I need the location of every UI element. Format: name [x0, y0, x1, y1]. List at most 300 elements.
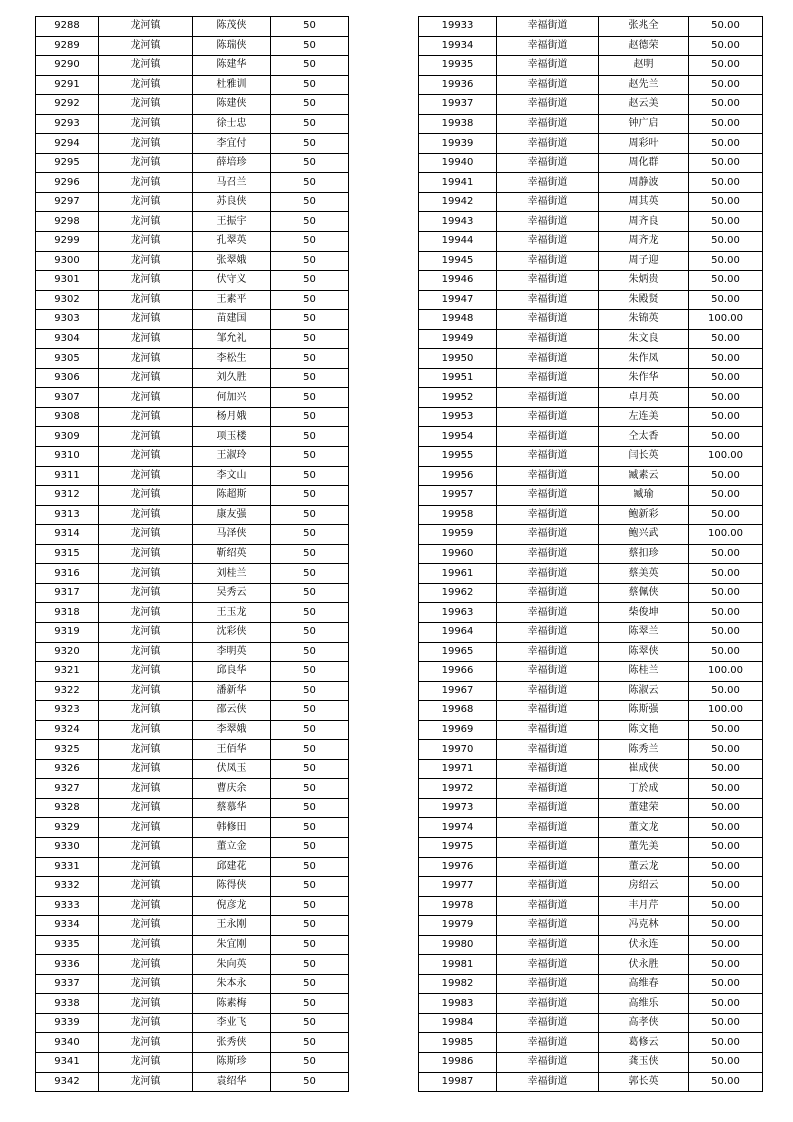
name-cell: 朱作凤 — [599, 349, 689, 369]
table-row — [36, 916, 349, 936]
name-cell: 王玉龙 — [193, 603, 271, 623]
name-cell: 杨月娥 — [193, 407, 271, 427]
amount-cell: 50.00 — [689, 388, 763, 408]
amount-cell: 50.00 — [689, 837, 763, 857]
township-cell: 幸福街道 — [497, 994, 599, 1014]
table-row — [419, 955, 763, 975]
name-cell: 陈翠兰 — [599, 622, 689, 642]
amount-cell: 50 — [271, 329, 349, 349]
name-cell: 房绍云 — [599, 877, 689, 897]
amount-cell: 50 — [271, 75, 349, 95]
amount-cell: 50 — [271, 1013, 349, 1033]
amount-cell: 50 — [271, 212, 349, 232]
township-cell: 幸福街道 — [497, 955, 599, 975]
township-cell: 龙河镇 — [99, 114, 193, 134]
serial-cell: 19938 — [419, 114, 497, 134]
amount-cell: 50 — [271, 935, 349, 955]
amount-cell: 50.00 — [689, 505, 763, 525]
amount-cell: 50 — [271, 114, 349, 134]
table-row — [36, 114, 349, 134]
name-cell: 靳绍英 — [193, 544, 271, 564]
table-row — [36, 701, 349, 721]
amount-cell: 50 — [271, 779, 349, 799]
amount-cell: 50 — [271, 251, 349, 271]
serial-cell: 19975 — [419, 837, 497, 857]
township-cell: 幸福街道 — [497, 192, 599, 212]
serial-cell: 19983 — [419, 994, 497, 1014]
table-row — [419, 349, 763, 369]
amount-cell: 50.00 — [689, 290, 763, 310]
township-cell: 幸福街道 — [497, 388, 599, 408]
serial-cell: 9315 — [36, 544, 99, 564]
township-cell: 龙河镇 — [99, 837, 193, 857]
name-cell: 蔡佩侠 — [599, 583, 689, 603]
table-row — [36, 837, 349, 857]
amount-cell: 100.00 — [689, 701, 763, 721]
name-cell: 薛培珍 — [193, 153, 271, 173]
name-cell: 陈瑞侠 — [193, 36, 271, 56]
township-cell: 龙河镇 — [99, 720, 193, 740]
serial-cell: 19969 — [419, 720, 497, 740]
township-cell: 龙河镇 — [99, 36, 193, 56]
township-cell: 龙河镇 — [99, 642, 193, 662]
name-cell: 卓月英 — [599, 388, 689, 408]
amount-cell: 50.00 — [689, 857, 763, 877]
amount-cell: 50 — [271, 759, 349, 779]
name-cell: 董云龙 — [599, 857, 689, 877]
township-cell: 龙河镇 — [99, 740, 193, 760]
serial-cell: 19971 — [419, 759, 497, 779]
table-row — [419, 525, 763, 545]
serial-cell: 9288 — [36, 17, 99, 37]
amount-cell: 50 — [271, 427, 349, 447]
name-cell: 冯克林 — [599, 916, 689, 936]
amount-cell: 50 — [271, 505, 349, 525]
name-cell: 臧素云 — [599, 466, 689, 486]
township-cell: 龙河镇 — [99, 329, 193, 349]
name-cell: 周子迎 — [599, 251, 689, 271]
name-cell: 张秀侠 — [193, 1033, 271, 1053]
name-cell: 王振宇 — [193, 212, 271, 232]
table-row — [419, 877, 763, 897]
name-cell: 朱向英 — [193, 955, 271, 975]
name-cell: 周化群 — [599, 153, 689, 173]
name-cell: 钟广启 — [599, 114, 689, 134]
table-row — [419, 701, 763, 721]
serial-cell: 19974 — [419, 818, 497, 838]
township-cell: 龙河镇 — [99, 75, 193, 95]
amount-cell: 50.00 — [689, 36, 763, 56]
serial-cell: 9331 — [36, 857, 99, 877]
serial-cell: 19982 — [419, 974, 497, 994]
serial-cell: 9313 — [36, 505, 99, 525]
amount-cell: 50 — [271, 564, 349, 584]
amount-cell: 100.00 — [689, 447, 763, 467]
name-cell: 陈斯强 — [599, 701, 689, 721]
serial-cell: 19980 — [419, 935, 497, 955]
serial-cell: 19962 — [419, 583, 497, 603]
township-cell: 幸福街道 — [497, 1013, 599, 1033]
table-row — [419, 642, 763, 662]
township-cell: 龙河镇 — [99, 232, 193, 252]
township-cell: 龙河镇 — [99, 877, 193, 897]
table-row — [419, 916, 763, 936]
township-cell: 龙河镇 — [99, 17, 193, 37]
table-row — [36, 271, 349, 291]
serial-cell: 19978 — [419, 896, 497, 916]
amount-cell: 50 — [271, 662, 349, 682]
name-cell: 董先美 — [599, 837, 689, 857]
amount-cell: 50.00 — [689, 564, 763, 584]
township-cell: 龙河镇 — [99, 798, 193, 818]
left-table — [35, 16, 349, 1092]
township-cell: 龙河镇 — [99, 1013, 193, 1033]
name-cell: 朱文良 — [599, 329, 689, 349]
township-cell: 龙河镇 — [99, 603, 193, 623]
name-cell: 郭长英 — [599, 1072, 689, 1092]
township-cell: 幸福街道 — [497, 56, 599, 76]
township-cell: 幸福街道 — [497, 603, 599, 623]
amount-cell: 50 — [271, 192, 349, 212]
name-cell: 周静波 — [599, 173, 689, 193]
table-row — [36, 466, 349, 486]
township-cell: 龙河镇 — [99, 56, 193, 76]
township-cell: 龙河镇 — [99, 271, 193, 291]
amount-cell: 50.00 — [689, 642, 763, 662]
serial-cell: 9291 — [36, 75, 99, 95]
table-row — [419, 837, 763, 857]
table-row — [36, 798, 349, 818]
table-row — [419, 818, 763, 838]
township-cell: 幸福街道 — [497, 935, 599, 955]
table-row — [419, 447, 763, 467]
serial-cell: 9312 — [36, 486, 99, 506]
township-cell: 幸福街道 — [497, 642, 599, 662]
township-cell: 龙河镇 — [99, 466, 193, 486]
serial-cell: 9301 — [36, 271, 99, 291]
table-row — [419, 974, 763, 994]
table-row — [36, 779, 349, 799]
name-cell: 周齐良 — [599, 212, 689, 232]
name-cell: 邹允礼 — [193, 329, 271, 349]
serial-cell: 19977 — [419, 877, 497, 897]
amount-cell: 50.00 — [689, 603, 763, 623]
name-cell: 徐士忠 — [193, 114, 271, 134]
name-cell: 苏良侠 — [193, 192, 271, 212]
serial-cell: 19942 — [419, 192, 497, 212]
serial-cell: 19973 — [419, 798, 497, 818]
amount-cell: 50.00 — [689, 114, 763, 134]
table-row — [36, 720, 349, 740]
township-cell: 龙河镇 — [99, 662, 193, 682]
township-cell: 龙河镇 — [99, 427, 193, 447]
serial-cell: 19976 — [419, 857, 497, 877]
serial-cell: 9310 — [36, 447, 99, 467]
township-cell: 龙河镇 — [99, 583, 193, 603]
name-cell: 董立金 — [193, 837, 271, 857]
serial-cell: 19959 — [419, 525, 497, 545]
serial-cell: 9341 — [36, 1052, 99, 1072]
township-cell: 幸福街道 — [497, 251, 599, 271]
township-cell: 龙河镇 — [99, 779, 193, 799]
table-row — [419, 251, 763, 271]
amount-cell: 50 — [271, 134, 349, 154]
township-cell: 幸福街道 — [497, 544, 599, 564]
serial-cell: 9295 — [36, 153, 99, 173]
amount-cell: 50 — [271, 36, 349, 56]
serial-cell: 9300 — [36, 251, 99, 271]
township-cell: 龙河镇 — [99, 251, 193, 271]
township-cell: 幸福街道 — [497, 1033, 599, 1053]
table-row — [419, 427, 763, 447]
township-cell: 龙河镇 — [99, 192, 193, 212]
township-cell: 幸福街道 — [497, 486, 599, 506]
amount-cell: 50 — [271, 173, 349, 193]
name-cell: 陈建侠 — [193, 95, 271, 115]
name-cell: 陈桂兰 — [599, 662, 689, 682]
township-cell: 龙河镇 — [99, 564, 193, 584]
serial-cell: 9307 — [36, 388, 99, 408]
table-row — [36, 486, 349, 506]
amount-cell: 50 — [271, 447, 349, 467]
table-row — [419, 368, 763, 388]
serial-cell: 9323 — [36, 701, 99, 721]
name-cell: 邱建花 — [193, 857, 271, 877]
township-cell: 龙河镇 — [99, 173, 193, 193]
table-row — [36, 955, 349, 975]
table-row — [419, 1033, 763, 1053]
amount-cell: 50.00 — [689, 896, 763, 916]
name-cell: 朱作华 — [599, 368, 689, 388]
amount-cell: 50.00 — [689, 1013, 763, 1033]
township-cell: 龙河镇 — [99, 310, 193, 330]
serial-cell: 19968 — [419, 701, 497, 721]
amount-cell: 50.00 — [689, 486, 763, 506]
amount-cell: 50 — [271, 388, 349, 408]
amount-cell: 50.00 — [689, 56, 763, 76]
table-row — [419, 798, 763, 818]
amount-cell: 50.00 — [689, 232, 763, 252]
table-row — [36, 349, 349, 369]
name-cell: 邵云侠 — [193, 701, 271, 721]
table-row — [419, 857, 763, 877]
table-row — [36, 329, 349, 349]
serial-cell: 19933 — [419, 17, 497, 37]
amount-cell: 50.00 — [689, 407, 763, 427]
table-row — [419, 271, 763, 291]
township-cell: 龙河镇 — [99, 290, 193, 310]
amount-cell: 50.00 — [689, 368, 763, 388]
township-cell: 幸福街道 — [497, 681, 599, 701]
table-row — [419, 622, 763, 642]
amount-cell: 50.00 — [689, 877, 763, 897]
table-row — [419, 192, 763, 212]
serial-cell: 9292 — [36, 95, 99, 115]
table-row — [419, 486, 763, 506]
serial-cell: 19947 — [419, 290, 497, 310]
table-row — [36, 251, 349, 271]
amount-cell: 50.00 — [689, 192, 763, 212]
serial-cell: 9305 — [36, 349, 99, 369]
name-cell: 左连美 — [599, 407, 689, 427]
table-row — [36, 17, 349, 37]
township-cell: 龙河镇 — [99, 1072, 193, 1092]
serial-cell: 19948 — [419, 310, 497, 330]
table-row — [419, 583, 763, 603]
serial-cell: 19965 — [419, 642, 497, 662]
name-cell: 丰月芹 — [599, 896, 689, 916]
amount-cell: 50 — [271, 310, 349, 330]
township-cell: 幸福街道 — [497, 134, 599, 154]
table-row — [36, 564, 349, 584]
township-cell: 幸福街道 — [497, 720, 599, 740]
amount-cell: 50.00 — [689, 974, 763, 994]
name-cell: 李翠娥 — [193, 720, 271, 740]
name-cell: 杜雅训 — [193, 75, 271, 95]
serial-cell: 19951 — [419, 368, 497, 388]
amount-cell: 50 — [271, 486, 349, 506]
name-cell: 蔡美英 — [599, 564, 689, 584]
amount-cell: 50.00 — [689, 271, 763, 291]
serial-cell: 19952 — [419, 388, 497, 408]
name-cell: 蔡扣珍 — [599, 544, 689, 564]
table-row — [419, 173, 763, 193]
table-row — [36, 544, 349, 564]
amount-cell: 50 — [271, 1072, 349, 1092]
amount-cell: 50 — [271, 232, 349, 252]
name-cell: 董文龙 — [599, 818, 689, 838]
amount-cell: 50 — [271, 466, 349, 486]
amount-cell: 50 — [271, 56, 349, 76]
name-cell: 陈素梅 — [193, 994, 271, 1014]
name-cell: 王佰华 — [193, 740, 271, 760]
township-cell: 幸福街道 — [497, 173, 599, 193]
township-cell: 龙河镇 — [99, 857, 193, 877]
table-row — [36, 818, 349, 838]
serial-cell: 19961 — [419, 564, 497, 584]
name-cell: 闫长英 — [599, 447, 689, 467]
name-cell: 葛修云 — [599, 1033, 689, 1053]
serial-cell: 9328 — [36, 798, 99, 818]
name-cell: 陈得侠 — [193, 877, 271, 897]
name-cell: 朱本永 — [193, 974, 271, 994]
serial-cell: 9326 — [36, 759, 99, 779]
amount-cell: 50.00 — [689, 95, 763, 115]
township-cell: 龙河镇 — [99, 505, 193, 525]
township-cell: 幸福街道 — [497, 212, 599, 232]
table-row — [36, 935, 349, 955]
amount-cell: 50 — [271, 720, 349, 740]
amount-cell: 50 — [271, 583, 349, 603]
serial-cell: 9297 — [36, 192, 99, 212]
table-row — [36, 1033, 349, 1053]
serial-cell: 9339 — [36, 1013, 99, 1033]
amount-cell: 50 — [271, 818, 349, 838]
table-row — [419, 994, 763, 1014]
table-row — [36, 368, 349, 388]
serial-cell: 9342 — [36, 1072, 99, 1092]
serial-cell: 19964 — [419, 622, 497, 642]
township-cell: 幸福街道 — [497, 349, 599, 369]
table-row — [36, 1013, 349, 1033]
amount-cell: 50 — [271, 1052, 349, 1072]
township-cell: 幸福街道 — [497, 525, 599, 545]
table-row — [36, 407, 349, 427]
name-cell: 陈茂侠 — [193, 17, 271, 37]
table-row — [36, 583, 349, 603]
serial-cell: 9314 — [36, 525, 99, 545]
name-cell: 陈翠侠 — [599, 642, 689, 662]
table-row — [419, 505, 763, 525]
name-cell: 张兆全 — [599, 17, 689, 37]
name-cell: 陈淑云 — [599, 681, 689, 701]
township-cell: 幸福街道 — [497, 329, 599, 349]
table-row — [36, 877, 349, 897]
township-cell: 龙河镇 — [99, 1052, 193, 1072]
name-cell: 周其英 — [599, 192, 689, 212]
serial-cell: 9324 — [36, 720, 99, 740]
amount-cell: 50.00 — [689, 916, 763, 936]
name-cell: 倪彦龙 — [193, 896, 271, 916]
name-cell: 曹庆余 — [193, 779, 271, 799]
name-cell: 马泽侠 — [193, 525, 271, 545]
right-table-body — [419, 17, 763, 1092]
amount-cell: 50.00 — [689, 681, 763, 701]
name-cell: 吴秀云 — [193, 583, 271, 603]
table-row — [36, 740, 349, 760]
amount-cell: 50.00 — [689, 1033, 763, 1053]
township-cell: 幸福街道 — [497, 857, 599, 877]
township-cell: 幸福街道 — [497, 701, 599, 721]
serial-cell: 19966 — [419, 662, 497, 682]
name-cell: 潘新华 — [193, 681, 271, 701]
amount-cell: 50 — [271, 681, 349, 701]
name-cell: 朱殿贤 — [599, 290, 689, 310]
serial-cell: 19958 — [419, 505, 497, 525]
serial-cell: 9302 — [36, 290, 99, 310]
township-cell: 幸福街道 — [497, 1052, 599, 1072]
name-cell: 袁绍华 — [193, 1072, 271, 1092]
table-row — [419, 662, 763, 682]
township-cell: 龙河镇 — [99, 525, 193, 545]
table-row — [419, 759, 763, 779]
amount-cell: 50.00 — [689, 134, 763, 154]
township-cell: 龙河镇 — [99, 95, 193, 115]
amount-cell: 50.00 — [689, 1052, 763, 1072]
table-row — [36, 642, 349, 662]
table-row — [36, 759, 349, 779]
table-row — [419, 212, 763, 232]
name-cell: 邱良华 — [193, 662, 271, 682]
serial-cell: 9333 — [36, 896, 99, 916]
township-cell: 龙河镇 — [99, 153, 193, 173]
name-cell: 伏凤玉 — [193, 759, 271, 779]
name-cell: 伏守义 — [193, 271, 271, 291]
amount-cell: 50 — [271, 994, 349, 1014]
amount-cell: 50 — [271, 622, 349, 642]
serial-cell: 9290 — [36, 56, 99, 76]
township-cell: 幸福街道 — [497, 798, 599, 818]
name-cell: 崔成侠 — [599, 759, 689, 779]
name-cell: 马召兰 — [193, 173, 271, 193]
amount-cell: 50.00 — [689, 779, 763, 799]
township-cell: 龙河镇 — [99, 994, 193, 1014]
table-row — [36, 447, 349, 467]
name-cell: 柴俊坤 — [599, 603, 689, 623]
table-row — [419, 466, 763, 486]
amount-cell: 50.00 — [689, 720, 763, 740]
township-cell: 幸福街道 — [497, 662, 599, 682]
